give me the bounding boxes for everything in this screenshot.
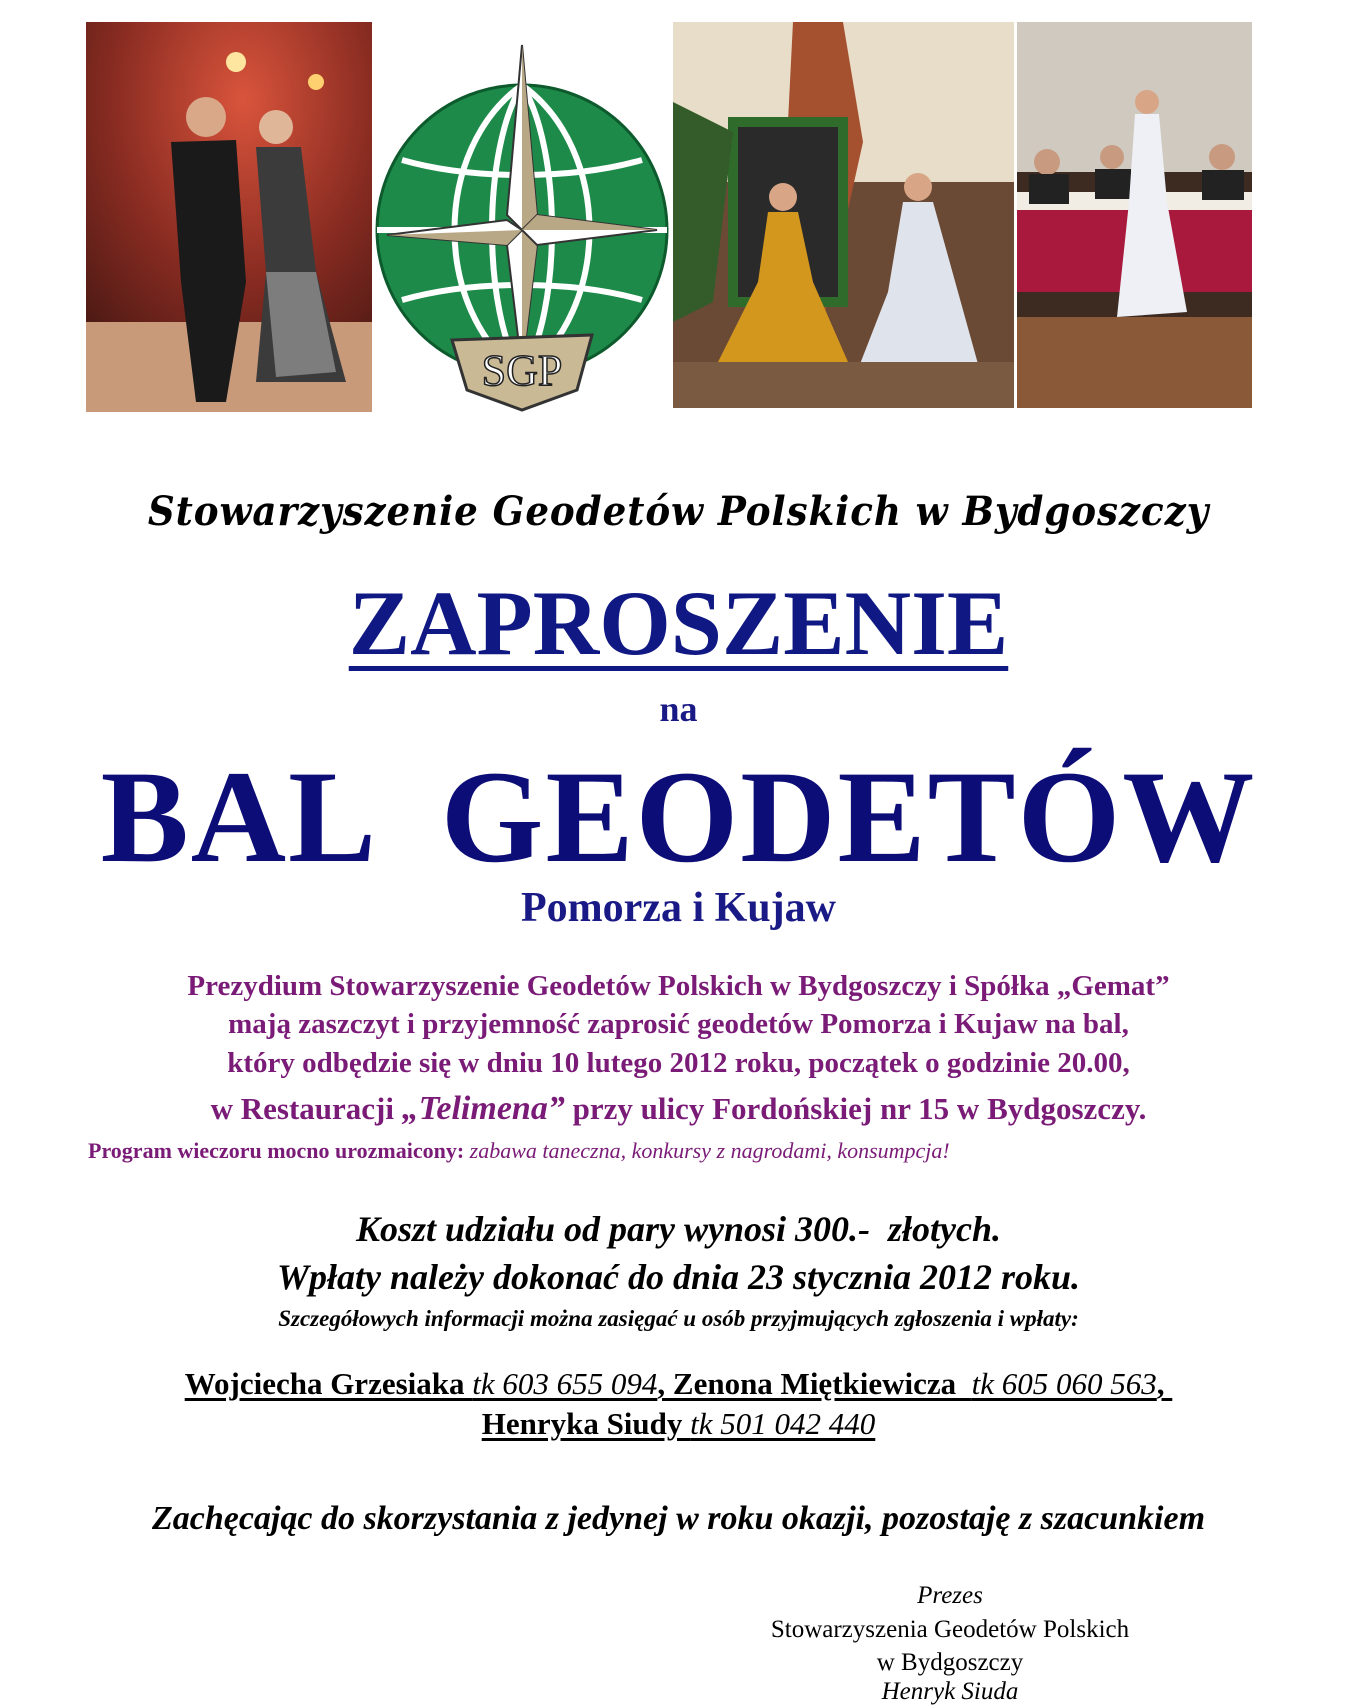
costume-ball-photo [673,22,1014,408]
white-dress-performer-photo [1017,22,1252,408]
payment-deadline: Wpłaty należy dokonać do dnia 23 stycznia 2012 roku. [276,1257,1081,1297]
body-line-4 [0,1090,1357,1128]
program-details: zabawa taneczna, konkursy z nagrodami, konsumpcja! [469,1138,950,1163]
contacts-separator: , [1156,1366,1173,1401]
signature-role: Prezes [917,1582,983,1609]
contact-1-phone: tk 603 655 094 [472,1366,658,1401]
event-region: Pomorza i Kujaw [521,885,836,931]
body-line-2: mają zaszczyt i przyjemność zaprosić geodetów Pomorza i Kujaw na bal, [228,1008,1129,1040]
body-line-3: który odbędzie się w dniu 10 lutego 2012 roku, początek o godzinie 20.00, [227,1047,1130,1079]
venue-address: przy ulicy Fordońskiej nr 15 w Bydgoszczy. [564,1091,1147,1126]
contact-3-name: Henryka Siudy [481,1406,691,1441]
contact-1-name: Wojciecha Grzesiaka [184,1366,473,1401]
program-line [88,1138,1248,1164]
signature-org-line-2: w Bydgoszczy [876,1649,1024,1676]
contact-3-phone: tk 501 042 440 [690,1406,876,1441]
venue-name: „Telimena” [401,1090,565,1127]
page-title [0,570,1357,676]
program-label: Program wieczoru mocno urozmaicony: [88,1138,470,1163]
organization-heading: Stowarzyszenie Geodetów Polskich w Bydgoszczy [147,488,1210,535]
cost-line: Koszt udziału od pary wynosi 300.- złotych. [355,1209,1002,1249]
contact-2-name: , Zenona Miętkiewicza [657,1366,972,1401]
dancing-couple-photo [86,22,372,412]
closing-line: Zachęcając do skorzystania z jedynej w roku okazji, pozostaję z szacunkiem [151,1500,1206,1537]
info-line: Szczegółowych informacji można zasięgać u osób przyjmujących zgłoszenia i wpłaty: [278,1306,1079,1331]
sgp-logo [372,40,672,412]
connector-word: na [659,689,698,729]
logo-text: SGP [481,346,563,395]
title-text: ZAPROSZENIE [348,572,1009,674]
body-line-1: Prezydium Stowarzyszenie Geodetów Polskich w Bydgoszczy i Spółka „Gemat” [187,970,1170,1002]
contacts-line-2 [0,1406,1357,1442]
venue-prefix: w Restauracji [210,1091,402,1126]
signature-name: Henryk Siuda [881,1678,1019,1705]
event-name: BAL GEODETÓW [100,743,1257,890]
signature-org-line-1: Stowarzyszenia Geodetów Polskich [770,1616,1130,1643]
contacts-line-1 [0,1366,1357,1402]
contact-2-phone: tk 605 060 563 [971,1366,1157,1401]
